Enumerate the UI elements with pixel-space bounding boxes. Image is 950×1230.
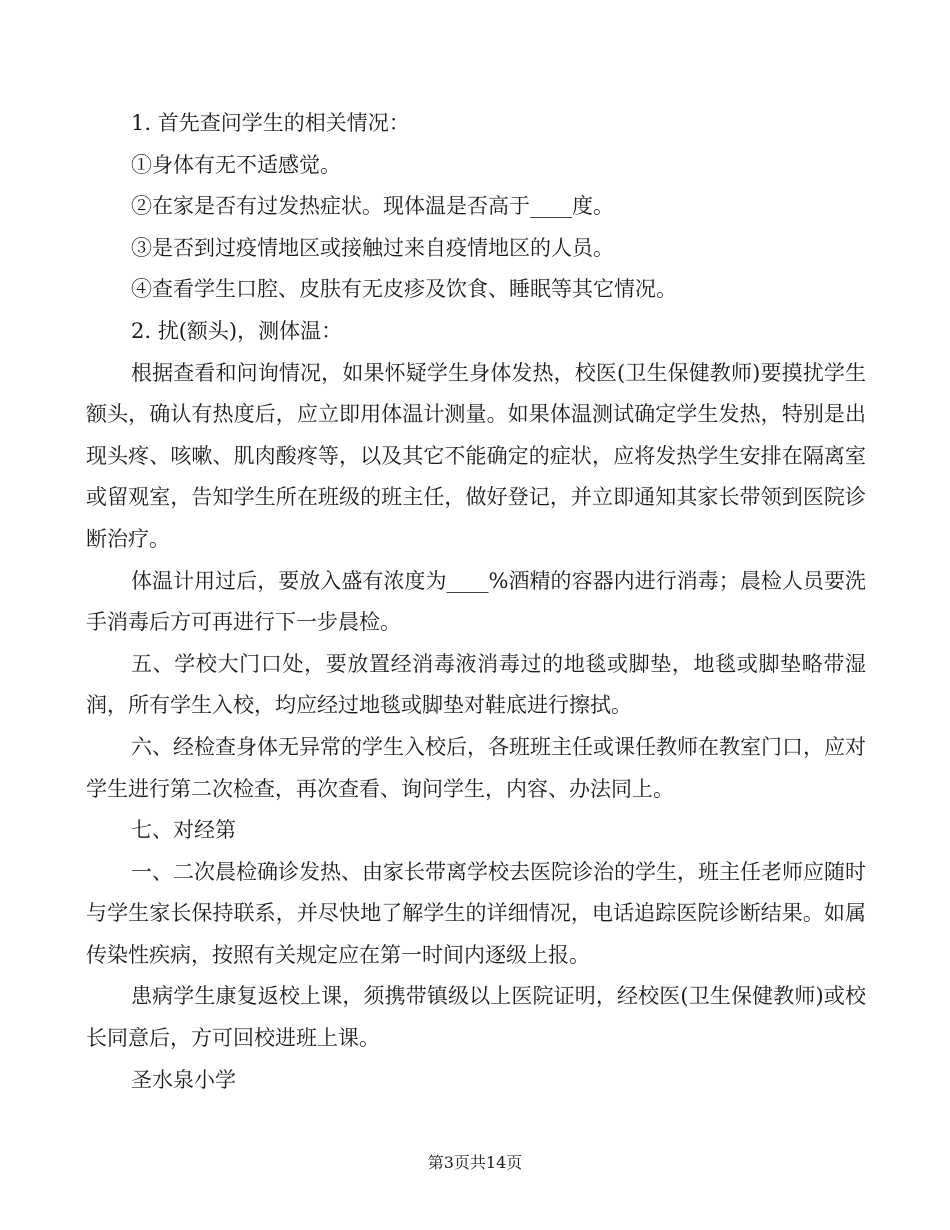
- question-item-2: ②在家是否有过发热症状。现体温是否高于____度。: [131, 194, 614, 219]
- question-item-3: ③是否到过疫情地区或接触过来自疫情地区的人员。: [131, 235, 614, 260]
- school-signature: 圣水泉小学: [131, 1067, 236, 1092]
- document-body: [86, 103, 866, 1101]
- section-five: 五、学校大门口处，要放置经消毒液消毒过的地毯或脚垫，地毯或脚垫略带湿润，所有学生入校，均应经过地毯或脚垫对鞋底进行擦拭。: [86, 651, 866, 718]
- page-number: 第3页共14页: [427, 1153, 523, 1172]
- disinfection-paragraph: 体温计用过后，要放入盛有浓度为____%酒精的容器内进行消毒；晨检人员要洗手消毒后方可再进行下一步晨检。: [86, 568, 866, 635]
- return-paragraph: 患病学生康复返校上课，须携带镇级以上医院证明，经校医(卫生保健教师)或校长同意后，方可回校进班上课。: [86, 984, 866, 1051]
- section-six: 六、经检查身体无异常的学生入校后，各班班主任或课任教师在教室门口，应对学生进行第二次检查，再次查看、询问学生，内容、办法同上。: [86, 734, 866, 801]
- section-seven: 七、对经第: [131, 818, 236, 843]
- temperature-heading: 2. 扰(额头)，测体温：: [131, 318, 343, 343]
- followup-paragraph: 一、二次晨检确诊发热、由家长带离学校去医院诊治的学生，班主任老师应随时与学生家长保持联系，并尽快地了解学生的详细情况，电话追踪医院诊断结果。如属传染性疾病，按照有关规定应在第一时间内逐级上报。: [86, 859, 866, 967]
- temperature-paragraph: 根据查看和问询情况，如果怀疑学生身体发热，校医(卫生保健教师)要摸扰学生额头，确认有热度后，应立即用体温计测量。如果体温测试确定学生发热，特别是出现头疼、咳嗽、肌肉酸疼等，以及其它不能确定的症状，应将发热学生安排在隔离室或留观室，告知学生所在班级的班主任，做好登记，并立即通知其家长带领到医院诊断治疗。: [86, 360, 866, 551]
- question-item-1: ①身体有无不适感觉。: [131, 152, 341, 177]
- question-item-4: ④查看学生口腔、皮肤有无皮疹及饮食、睡眠等其它情况。: [131, 277, 677, 302]
- question-heading: 1. 首先查问学生的相关情况：: [131, 111, 410, 135]
